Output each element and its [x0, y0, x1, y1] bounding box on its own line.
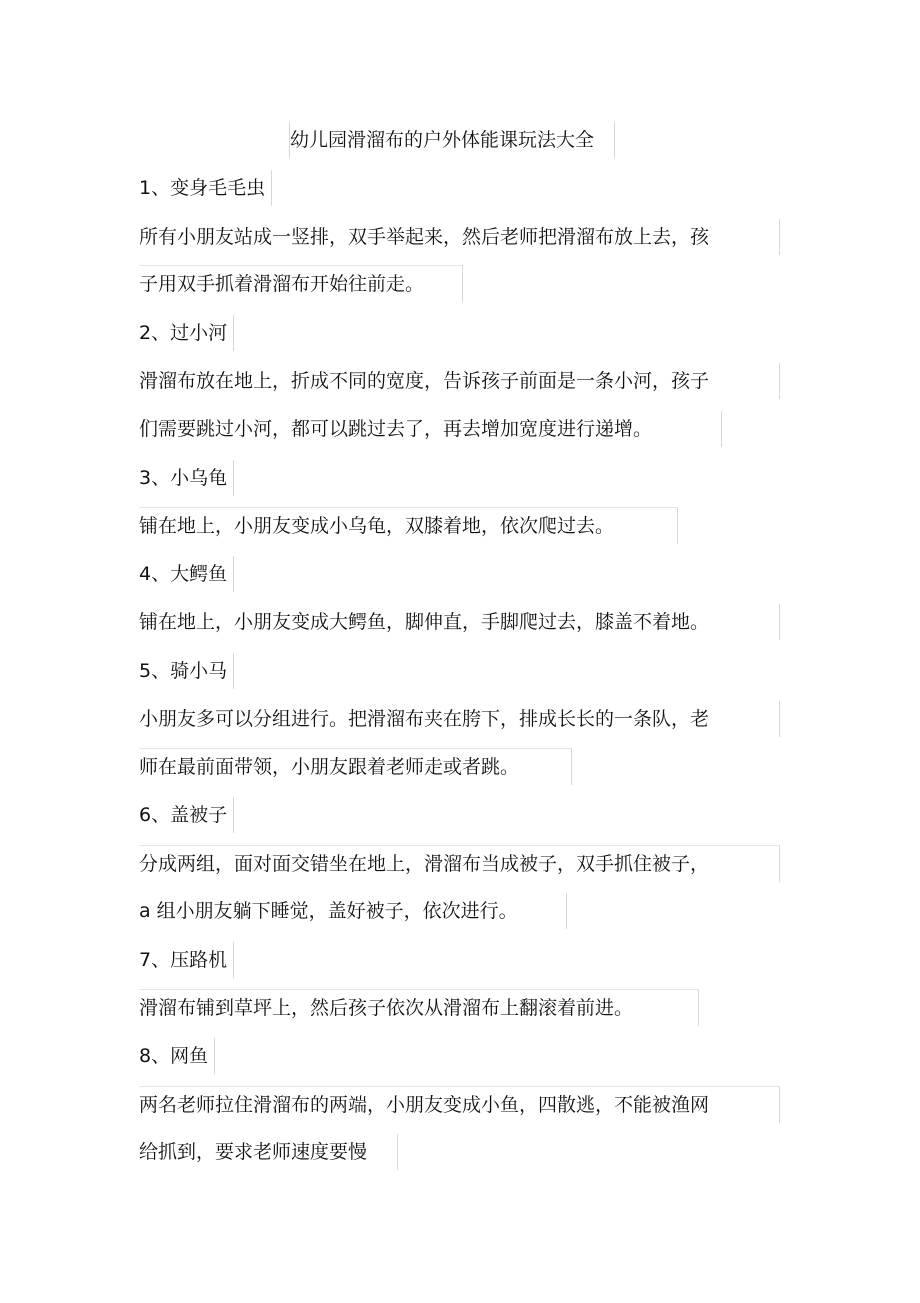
section-heading-1: 1、变身毛毛虫 [139, 170, 272, 206]
paragraph-line: 铺在地上，小朋友变成大鳄鱼，脚伸直，手脚爬过去，膝盖不着地。 [139, 604, 780, 640]
paragraph-line: 两名老师拉住滑溜布的两端，小朋友变成小鱼，四散逃，不能被渔网 [139, 1086, 780, 1123]
paragraph-line: a 组小朋友躺下睡觉，盖好被子，依次进行。 [139, 893, 567, 929]
section-heading-2: 2、过小河 [139, 315, 234, 351]
section-heading-8: 8、网鱼 [139, 1038, 215, 1074]
paragraph-line: 分成两组，面对面交错坐在地上，滑溜布当成被子，双手抓住被子， [139, 845, 780, 882]
paragraph-line: 所有小朋友站成一竖排，双手举起来，然后老师把滑溜布放上去，孩 [139, 219, 780, 255]
paragraph-line: 小朋友多可以分组进行。把滑溜布夹在胯下，排成长长的一条队，老 [139, 701, 780, 737]
section-heading-3: 3、小乌龟 [139, 460, 234, 496]
paragraph-line: 子用双手抓着滑溜布开始往前走。 [139, 265, 463, 302]
section-heading-6: 6、盖被子 [139, 797, 234, 833]
paragraph-line: 滑溜布放在地上，折成不同的宽度，告诉孩子前面是一条小河，孩子 [139, 363, 780, 399]
paragraph-line: 滑溜布铺到草坪上，然后孩子依次从滑溜布上翻滚着前进。 [139, 989, 699, 1026]
section-heading-4: 4、大鳄鱼 [139, 556, 234, 592]
paragraph-line: 给抓到，要求老师速度要慢 [139, 1134, 398, 1170]
section-heading-7: 7、压路机 [139, 942, 234, 978]
paragraph-line: 们需要跳过小河，都可以跳过去了，再去增加宽度进行递增。 [139, 411, 722, 447]
section-heading-5: 5、骑小马 [139, 653, 234, 689]
paragraph-line: 师在最前面带领，小朋友跟着老师走或者跳。 [139, 748, 572, 785]
paragraph-line: 铺在地上，小朋友变成小乌龟，双膝着地，依次爬过去。 [139, 507, 678, 544]
page-title: 幼儿园滑溜布的户外体能课玩法大全 [289, 122, 615, 158]
